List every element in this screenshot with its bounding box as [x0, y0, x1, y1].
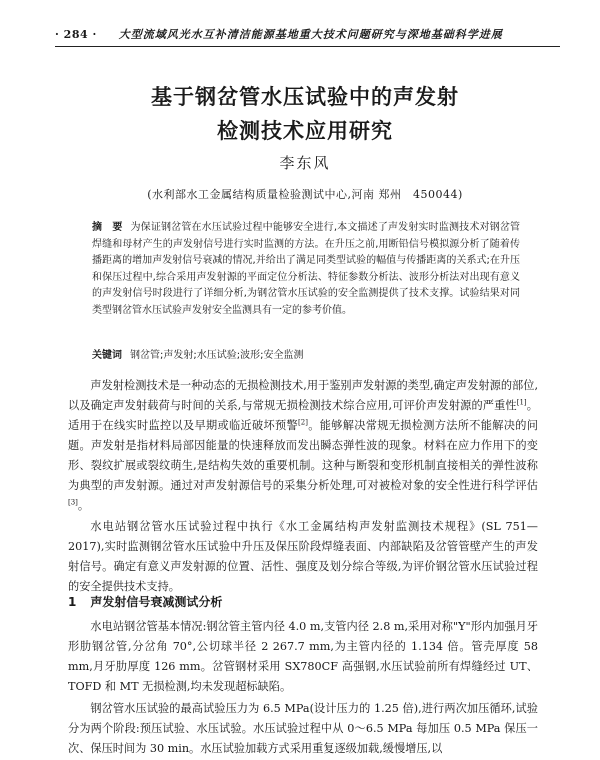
header-rule	[55, 46, 560, 47]
title-line-2: 检测技术应用研究	[217, 119, 393, 143]
running-header	[55, 26, 560, 44]
body-paragraph-3: 水电站钢岔管基本情况:钢岔管主管内径 4.0 m,支管内径 2.8 m,采用对称"Y"形内加强月牙形肋钢岔管,分岔角 70°,公切球半径 2 267.7 mm,为主管内径的 1.134 倍。管壳厚度 58 mm,月牙肋厚度 126 mm。岔管钢材采用 SX780CF 高强钢,水压试验前所有焊缝经过 UT、TOFD 和 MT 无损检测,均未发现超标缺陷。	[68, 620, 538, 693]
citation-2: [2]	[298, 418, 308, 427]
keywords	[92, 348, 520, 364]
section-number: 1	[68, 595, 77, 609]
body-paragraph-2: 水电站钢岔管水压试验过程中执行《水工金属结构声发射监测技术规程》(SL 751—2017),实时监测钢岔管水压试验中升压及保压阶段焊缝表面、内部缺陷及岔管管壁产生的声发射信号。确定有意义声发射源的位置、活性、强度及划分综合等级,为评价钢岔管水压试验过程的安全提供技术支持。	[68, 520, 538, 593]
p1-text-b: 。适用于在线实时监控以及早期或临近破坏预警	[68, 399, 538, 432]
article-title	[60, 80, 550, 148]
abstract	[92, 220, 520, 319]
p1-text-d: 。	[77, 499, 90, 512]
keywords-text: 钢岔管;声发射;水压试验;波形;安全监测	[130, 350, 304, 361]
p1-text-a: 声发射检测技术是一种动态的无损检测技术,用于鉴别声发射源的类型,确定声发射源的部位,以及确定声发射载荷与时间的关系,与常规无损检测技术综合应用,可评价声发射源的严重性	[68, 379, 538, 412]
body-paragraph-4: 钢岔管水压试验的最高试验压力为 6.5 MPa(设计压力的 1.25 倍),进行两次加压循环,试验分为两个阶段:预压试验、水压试验。水压试验过程中从 0～6.5 MPa 每加压 0.5 MPa 保压一次、保压时间为 30 min。水压试验加载方式采用重复逐级加载,缓慢增压,以	[68, 702, 538, 755]
citation-1: [1]	[516, 398, 527, 407]
abstract-label: 摘 要	[92, 222, 123, 233]
abstract-text: 为保证钢岔管在水压试验过程中能够安全进行,本文描述了声发射实时监测技术对钢岔管焊缝和母材产生的声发射信号进行实时监测的方法。在升压之前,用断铅信号模拟源分析了随着传播距离的增加声发射信号衰减的情况,并给出了满足同类型试验的幅值与传播距离的关系式;在升压和保压过程中,综合采用声发射源的平面定位分析法、特征参数分析法、波形分析法对出现有意义的声发射信号时段进行了详细分析,为钢岔管水压试验的安全监测提供了技术支撑。试验结果对同类型钢岔管水压试验声发射安全监测具有一定的参考价值。	[92, 222, 520, 316]
title-line-1: 基于钢岔管水压试验中的声发射	[151, 85, 459, 109]
author: 李东风	[279, 154, 331, 172]
journal-title: 大型流域风光水互补清洁能源基地重大技术问题研究与深地基础科学进展	[118, 28, 503, 41]
page-number: · 284 ·	[55, 28, 97, 41]
p1-text-c: 。能够解决常规无损检测方法所不能解决的问题。声发射是指材料局部因能量的快速释放而发出瞬态弹性波的现象。材料在应力作用下的变形、裂纹扩展或裂纹萌生,是结构失效的重要机制。这种与断裂和变形机制直接相关的弹性波称为典型的声发射源。通过对声发射源信号的采集分析处理,可对被检对象的安全性进行科学评估	[68, 419, 538, 492]
keywords-label: 关键词	[92, 350, 122, 361]
section-heading-1	[68, 593, 222, 610]
affiliation: (水利部水工金属结构质量检验测试中心,河南 郑州 450044)	[147, 188, 463, 201]
body-paragraph-1	[68, 376, 538, 516]
section-title: 声发射信号衰减测试分析	[90, 595, 223, 609]
citation-3: [3]	[68, 498, 78, 507]
